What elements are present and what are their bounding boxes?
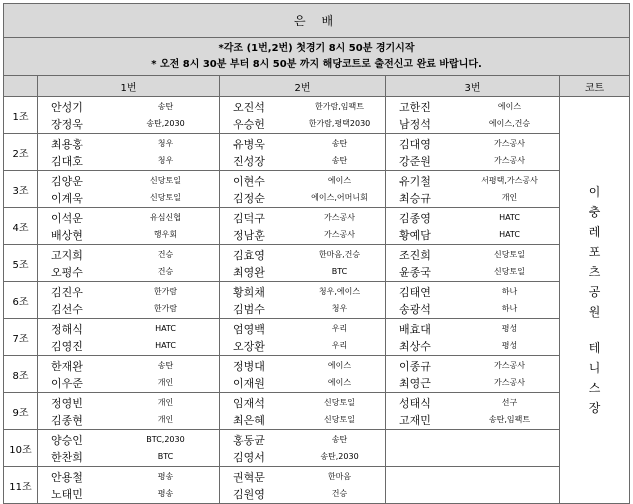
- player-name: 유기철: [399, 174, 431, 188]
- player-club: 개인: [157, 415, 174, 424]
- player-entry: [386, 172, 559, 189]
- player-name: 배상현: [51, 228, 83, 242]
- player-entry: [220, 485, 385, 502]
- player-club: 신당토일: [494, 250, 525, 259]
- group-label: 3조: [4, 171, 38, 208]
- player-name: 최상수: [399, 339, 431, 353]
- player-name: 한찬희: [51, 450, 83, 464]
- court-name: [560, 97, 630, 504]
- player-entry: [38, 98, 219, 115]
- player-name: 오평수: [51, 265, 83, 279]
- player-entry: [386, 394, 559, 411]
- player-name: 오장환: [233, 339, 265, 353]
- player-entry: [220, 246, 385, 263]
- player-entry: [220, 394, 385, 411]
- header-court: 코트: [560, 76, 630, 97]
- player-entry: [386, 431, 559, 448]
- player-entry: [38, 337, 219, 354]
- player-club: 개인: [157, 378, 174, 387]
- player-name: 이종규: [399, 359, 431, 373]
- group-row: [4, 245, 630, 282]
- player-name: 조진희: [399, 248, 431, 262]
- player-entry: [386, 189, 559, 206]
- player-club: 청우,에이스: [318, 287, 361, 296]
- player-club: 서평택,가스공사: [481, 176, 538, 185]
- player-entry: [220, 411, 385, 428]
- player-name: 임재석: [233, 396, 265, 410]
- court-name-char: 스: [588, 381, 601, 395]
- player-entry: [386, 263, 559, 280]
- player-club: 신당토일: [494, 267, 525, 276]
- player-name: 이석운: [51, 211, 83, 225]
- draw-table: [3, 3, 630, 504]
- player-club: 송탄,임팩트: [488, 415, 531, 424]
- player-entry: [386, 468, 559, 485]
- player-entry: [386, 115, 559, 132]
- court-name-char: 장: [588, 401, 601, 415]
- player-entry: [38, 246, 219, 263]
- player-club: 에이스: [327, 378, 352, 387]
- player-club: 송탄: [157, 361, 174, 370]
- player-name: 김종현: [51, 413, 83, 427]
- player-name: 김대호: [51, 154, 83, 168]
- player-club: 우리: [331, 341, 348, 350]
- team-cell: [220, 319, 386, 356]
- team-cell: [38, 171, 220, 208]
- player-entry: [220, 263, 385, 280]
- player-name: 이우준: [51, 376, 83, 390]
- player-club: 송탄: [331, 435, 348, 444]
- player-club: 평송: [157, 472, 174, 481]
- player-entry: [220, 337, 385, 354]
- player-name: 유병욱: [233, 137, 265, 151]
- player-name: 김선수: [51, 302, 83, 316]
- player-entry: [38, 283, 219, 300]
- player-name: 송광석: [399, 302, 431, 316]
- player-entry: [38, 374, 219, 391]
- player-name: 김진우: [51, 285, 83, 299]
- player-club: BTC: [331, 267, 348, 276]
- player-name: 홍동균: [233, 433, 265, 447]
- player-entry: [38, 209, 219, 226]
- player-club: BTC,2030: [146, 435, 185, 444]
- group-row: [4, 134, 630, 171]
- player-name: 엄영백: [233, 322, 265, 336]
- player-name: 강준원: [399, 154, 431, 168]
- player-club: 선구: [501, 398, 518, 407]
- player-entry: [220, 226, 385, 243]
- team-cell: [220, 467, 386, 504]
- player-name: 이현수: [233, 174, 265, 188]
- team-cell: [220, 356, 386, 393]
- group-label: 7조: [4, 319, 38, 356]
- player-name: 김효영: [233, 248, 265, 262]
- team-cell: [38, 97, 220, 134]
- player-entry: [38, 300, 219, 317]
- player-club: HATC: [155, 324, 176, 333]
- team-cell: [386, 319, 560, 356]
- player-entry: [386, 98, 559, 115]
- player-entry: [38, 226, 219, 243]
- player-club: 하나: [501, 304, 518, 313]
- court-name-char: 츠: [588, 265, 601, 279]
- header-col-2: 2번: [220, 76, 386, 97]
- player-club: 한마음: [327, 472, 352, 481]
- player-name: 고지희: [51, 248, 83, 262]
- team-cell: [386, 282, 560, 319]
- player-entry: [220, 172, 385, 189]
- group-row: [4, 467, 630, 504]
- header-col-1: 1번: [38, 76, 220, 97]
- court-name-char: 충: [588, 205, 601, 219]
- group-label: 5조: [4, 245, 38, 282]
- player-name: 남정석: [399, 117, 431, 131]
- player-entry: [386, 320, 559, 337]
- player-name: 정남훈: [233, 228, 265, 242]
- player-entry: [38, 189, 219, 206]
- player-name: 진성장: [233, 154, 265, 168]
- player-club: 한가람: [153, 304, 178, 313]
- player-name: 최영완: [233, 265, 265, 279]
- player-name: 김영진: [51, 339, 83, 353]
- group-row: [4, 393, 630, 430]
- player-club: 에이스: [327, 361, 352, 370]
- team-cell: [386, 393, 560, 430]
- player-name: 김원영: [233, 487, 265, 501]
- player-entry: [220, 374, 385, 391]
- player-entry: [220, 115, 385, 132]
- player-club: 에이스: [497, 102, 522, 111]
- player-name: 김양운: [51, 174, 83, 188]
- player-club: 송탄,2030: [320, 452, 359, 461]
- player-name: 김태연: [399, 285, 431, 299]
- team-cell: [386, 356, 560, 393]
- player-club: 유심신협: [150, 213, 181, 222]
- player-entry: [38, 172, 219, 189]
- player-entry: [386, 152, 559, 169]
- player-club: BTC: [157, 452, 174, 461]
- player-entry: [38, 485, 219, 502]
- player-name: 오진석: [233, 100, 265, 114]
- player-name: 최영근: [399, 376, 431, 390]
- player-entry: [386, 337, 559, 354]
- player-entry: [386, 374, 559, 391]
- player-club: 한가람,임팩트: [315, 102, 364, 111]
- team-cell: [386, 430, 560, 467]
- group-row: [4, 171, 630, 208]
- player-club: 한마음,건승: [318, 250, 361, 259]
- team-cell: [220, 208, 386, 245]
- court-name-char: 공: [588, 285, 601, 299]
- player-club: 에이스: [327, 176, 352, 185]
- group-label: 1조: [4, 97, 38, 134]
- player-entry: [220, 320, 385, 337]
- court-name-char: 레: [588, 225, 601, 239]
- player-club: 하나: [501, 287, 518, 296]
- team-cell: [220, 393, 386, 430]
- team-cell: [386, 208, 560, 245]
- team-cell: [220, 430, 386, 467]
- group-row: [4, 97, 630, 134]
- player-name: 황희채: [233, 285, 265, 299]
- player-club: HATC: [155, 341, 176, 350]
- player-name: 고한진: [399, 100, 431, 114]
- group-label: 4조: [4, 208, 38, 245]
- player-entry: [220, 98, 385, 115]
- team-cell: [220, 97, 386, 134]
- court-name-char: 원: [588, 305, 601, 319]
- team-cell: [38, 393, 220, 430]
- player-entry: [38, 357, 219, 374]
- player-name: 이계욱: [51, 191, 83, 205]
- player-club: 평성: [501, 324, 518, 333]
- player-club: 한가람: [153, 287, 178, 296]
- player-entry: [38, 320, 219, 337]
- team-cell: [38, 208, 220, 245]
- team-cell: [386, 467, 560, 504]
- player-club: 가스공사: [494, 378, 525, 387]
- group-row: [4, 319, 630, 356]
- player-name: 노태민: [51, 487, 83, 501]
- court-name-char: 니: [588, 361, 601, 375]
- player-entry: [220, 283, 385, 300]
- player-name: 성태식: [399, 396, 431, 410]
- player-club: 신당토일: [150, 176, 181, 185]
- team-cell: [38, 282, 220, 319]
- player-club: 송탄: [331, 156, 348, 165]
- group-label: 6조: [4, 282, 38, 319]
- player-entry: [38, 135, 219, 152]
- player-club: 가스공사: [494, 156, 525, 165]
- player-entry: [386, 300, 559, 317]
- player-club: 가스공사: [324, 213, 355, 222]
- group-row: [4, 208, 630, 245]
- corner-header: [4, 76, 38, 97]
- player-club: 청우: [331, 304, 348, 313]
- player-name: 안성기: [51, 100, 83, 114]
- player-name: 정영빈: [51, 396, 83, 410]
- player-entry: [386, 209, 559, 226]
- group-label: 8조: [4, 356, 38, 393]
- player-name: 윤종국: [399, 265, 431, 279]
- player-club: 송탄: [157, 102, 174, 111]
- player-club: 송탄: [331, 139, 348, 148]
- player-entry: [220, 300, 385, 317]
- header-col-3: 3번: [386, 76, 560, 97]
- player-name: 김범수: [233, 302, 265, 316]
- court-name-gap: [589, 322, 601, 338]
- player-entry: [38, 468, 219, 485]
- player-club: 평송: [157, 489, 174, 498]
- player-entry: [38, 263, 219, 280]
- player-name: 고재민: [399, 413, 431, 427]
- player-entry: [38, 394, 219, 411]
- player-name: 최은혜: [233, 413, 265, 427]
- team-cell: [38, 134, 220, 171]
- player-name: 김대영: [399, 137, 431, 151]
- player-entry: [38, 152, 219, 169]
- team-cell: [386, 134, 560, 171]
- team-cell: [220, 171, 386, 208]
- player-club: 개인: [157, 398, 174, 407]
- player-entry: [220, 152, 385, 169]
- player-club: 송탄,2030: [146, 119, 185, 128]
- player-name: 황예담: [399, 228, 431, 242]
- player-entry: [220, 189, 385, 206]
- group-row: [4, 282, 630, 319]
- player-entry: [220, 431, 385, 448]
- player-club: 건승: [157, 267, 174, 276]
- player-entry: [220, 357, 385, 374]
- group-label: 2조: [4, 134, 38, 171]
- player-club: HATC: [499, 230, 520, 239]
- player-name: 이재원: [233, 376, 265, 390]
- player-name: 장정욱: [51, 117, 83, 131]
- player-club: 신당토일: [324, 415, 355, 424]
- player-name: 양승인: [51, 433, 83, 447]
- player-club: HATC: [499, 213, 520, 222]
- player-club: 건승: [157, 250, 174, 259]
- team-cell: [38, 245, 220, 282]
- player-entry: [386, 226, 559, 243]
- team-cell: [220, 282, 386, 319]
- notice-line-1: *각조 (1번,2번) 첫경기 8시 50분 경기시작: [218, 42, 415, 54]
- player-club: 에이스,건승: [488, 119, 531, 128]
- player-entry: [220, 209, 385, 226]
- player-name: 한재완: [51, 359, 83, 373]
- group-row: [4, 430, 630, 467]
- team-cell: [38, 319, 220, 356]
- court-name-char: 포: [588, 245, 601, 259]
- court-name-char: 테: [588, 341, 601, 355]
- player-name: 최승규: [399, 191, 431, 205]
- group-label: 10조: [4, 430, 38, 467]
- group-label: 11조: [4, 467, 38, 504]
- player-name: 정해식: [51, 322, 83, 336]
- player-entry: [386, 448, 559, 465]
- player-name: 우승헌: [233, 117, 265, 131]
- player-club: 신당토일: [324, 398, 355, 407]
- team-cell: [220, 134, 386, 171]
- team-cell: [386, 171, 560, 208]
- player-name: 최용홍: [51, 137, 83, 151]
- player-entry: [38, 115, 219, 132]
- player-entry: [386, 485, 559, 502]
- player-club: 에이스,어머니회: [311, 193, 368, 202]
- player-club: 가스공사: [494, 361, 525, 370]
- player-entry: [220, 135, 385, 152]
- player-name: 김정순: [233, 191, 265, 205]
- player-club: 개인: [501, 193, 518, 202]
- player-entry: [220, 448, 385, 465]
- player-club: 행우회: [153, 230, 178, 239]
- player-entry: [220, 468, 385, 485]
- player-entry: [386, 357, 559, 374]
- team-cell: [38, 356, 220, 393]
- player-club: 한가람,평택2030: [308, 119, 371, 128]
- page-title: 은 배: [4, 4, 630, 38]
- player-club: 건승: [331, 489, 348, 498]
- player-club: 신당토일: [150, 193, 181, 202]
- group-label: 9조: [4, 393, 38, 430]
- player-club: 가스공사: [494, 139, 525, 148]
- team-cell: [38, 467, 220, 504]
- team-cell: [386, 245, 560, 282]
- player-club: 우리: [331, 324, 348, 333]
- team-cell: [220, 245, 386, 282]
- player-entry: [386, 246, 559, 263]
- player-name: 권혁문: [233, 470, 265, 484]
- player-name: 김종영: [399, 211, 431, 225]
- player-name: 안용철: [51, 470, 83, 484]
- notice-line-2: * 오전 8시 30분 부터 8시 50분 까지 해당코트로 출전신고 완료 바랍니다.: [151, 58, 482, 70]
- player-club: 평성: [501, 341, 518, 350]
- player-entry: [386, 135, 559, 152]
- team-cell: [38, 430, 220, 467]
- player-entry: [38, 448, 219, 465]
- player-club: 가스공사: [324, 230, 355, 239]
- player-entry: [386, 411, 559, 428]
- player-name: 김영서: [233, 450, 265, 464]
- court-name-char: 이: [588, 185, 601, 199]
- player-entry: [386, 283, 559, 300]
- player-club: 청우: [157, 139, 174, 148]
- notice: [4, 38, 630, 76]
- player-entry: [38, 431, 219, 448]
- player-name: 배효대: [399, 322, 431, 336]
- group-row: [4, 356, 630, 393]
- team-cell: [386, 97, 560, 134]
- player-name: 정병대: [233, 359, 265, 373]
- player-name: 김덕구: [233, 211, 265, 225]
- player-entry: [38, 411, 219, 428]
- player-club: 청우: [157, 156, 174, 165]
